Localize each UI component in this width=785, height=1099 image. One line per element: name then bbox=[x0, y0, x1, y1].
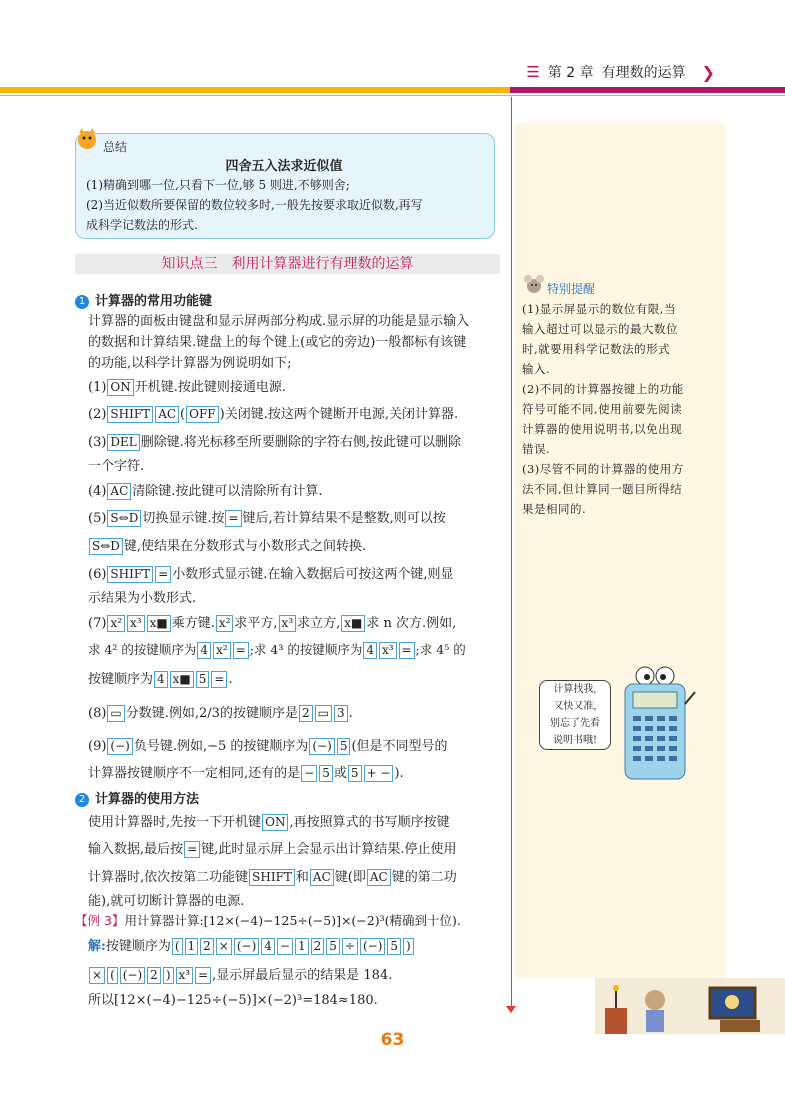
bubble-line-3: 别忘了先看 bbox=[550, 718, 600, 729]
tip-line-1: (1)显示屏显示的数位有限,当 bbox=[522, 302, 676, 316]
item-index: (5) bbox=[88, 511, 107, 526]
key-equals: = bbox=[211, 671, 227, 688]
part1-intro-3: 的功能,以科学计算器为例说明如下; bbox=[88, 356, 292, 371]
key-equals: = bbox=[155, 566, 171, 583]
key-ac: AC bbox=[155, 406, 179, 423]
key-4: 4 bbox=[363, 642, 377, 659]
key-square: x² bbox=[107, 615, 125, 632]
sequence-key: (−) bbox=[120, 967, 145, 984]
item-index: (8) bbox=[88, 706, 107, 721]
sidebar-panel bbox=[515, 123, 725, 978]
list-icon: ☰ bbox=[526, 63, 540, 81]
example-label: 【例 3】 bbox=[75, 913, 125, 928]
item-8 bbox=[88, 702, 498, 722]
header-bar-yellow bbox=[0, 87, 510, 93]
part2-title: 计算器的使用方法 bbox=[95, 792, 200, 807]
key-off: OFF bbox=[186, 406, 219, 423]
chapter-header bbox=[526, 62, 715, 82]
item-text: ;求 4³ 的按键顺序为 bbox=[249, 642, 363, 657]
item-text: 求平方, bbox=[234, 616, 278, 631]
item-text: 按键顺序为 bbox=[105, 939, 171, 954]
item-text: 分数键.例如, bbox=[125, 706, 200, 721]
item-text: 按键顺序为 bbox=[88, 672, 154, 687]
sequence-key: × bbox=[216, 938, 232, 955]
tip-line-10: 法不同,但计算同一题目所得结 bbox=[522, 482, 683, 496]
item-text: . bbox=[348, 706, 353, 721]
key-5: 5 bbox=[348, 765, 362, 782]
item-index: (1) bbox=[88, 380, 107, 395]
sequence-key: = bbox=[195, 967, 211, 984]
chevron-right-icon[interactable]: ❯ bbox=[701, 62, 715, 82]
sequence-key: ( bbox=[107, 967, 118, 984]
sequence-key: 5 bbox=[387, 938, 401, 955]
item-index: (7) bbox=[88, 616, 107, 631]
part1-number: 1 bbox=[75, 295, 89, 309]
chapter-number: 第 2 章 bbox=[547, 65, 594, 81]
item-9-cont bbox=[88, 762, 498, 782]
sequence-key: 1 bbox=[295, 938, 309, 955]
item-1 bbox=[88, 376, 498, 396]
item-6 bbox=[88, 563, 498, 583]
sequence-key: ÷ bbox=[342, 938, 358, 955]
sequence-key: ( bbox=[172, 938, 183, 955]
item-3-cont: 一个字符. bbox=[88, 459, 145, 474]
example-text: 用计算器计算:[12×(−4)−125÷(−5)]×(−2)³(精确到十位). bbox=[124, 913, 461, 928]
key-on: ON bbox=[262, 814, 288, 831]
tip-line-8: 错误. bbox=[522, 442, 551, 456]
item-text: 计算器时,依次按第二功能键 bbox=[88, 870, 249, 885]
item-text: 键后,若计算结果不是整数,则可以按 bbox=[242, 511, 446, 526]
part1-heading bbox=[75, 290, 212, 309]
item-index: (9) bbox=[88, 739, 107, 754]
item-text: 键,此时显示屏上会显示出计算结果.停止使用 bbox=[201, 842, 457, 857]
bubble-line-4: 说明书哦! bbox=[552, 735, 598, 746]
key-4: 4 bbox=[197, 642, 211, 659]
fraction-two-thirds: 2/3 bbox=[199, 706, 220, 721]
tip-line-11: 果是相同的. bbox=[522, 502, 587, 516]
item-text: 键(即 bbox=[334, 870, 366, 885]
chapter-title: 有理数的运算 bbox=[601, 65, 686, 81]
item-6-cont: 示结果为小数形式. bbox=[88, 591, 197, 606]
bubble-line-1: 计算找我, bbox=[553, 684, 597, 695]
key-power: x■ bbox=[147, 615, 171, 632]
item-text: (但是不同型号的 bbox=[351, 739, 448, 754]
tip-line-4: 输入. bbox=[522, 362, 551, 376]
item-text: 键的第二功 bbox=[391, 870, 457, 885]
item-text: 切换显示键.按 bbox=[142, 511, 225, 526]
solution-label: 解: bbox=[88, 939, 106, 954]
item-text: 开机键.按此键则接通电源. bbox=[134, 380, 287, 395]
item-text: ). bbox=[394, 766, 404, 781]
part2-line-3 bbox=[88, 866, 498, 886]
item-text: 删除键.将光标移至所要删除的字符右侧,按此键可以删除 bbox=[140, 435, 462, 450]
key-negative: (−) bbox=[107, 738, 132, 755]
item-2 bbox=[88, 403, 498, 423]
key-cube: x³ bbox=[379, 642, 397, 659]
key-shift: SHIFT bbox=[107, 566, 153, 583]
item-text: 清除键.按此键可以清除所有计算. bbox=[132, 484, 323, 499]
key-square: x² bbox=[213, 642, 231, 659]
key-sd: S⇔D bbox=[89, 538, 123, 555]
sequence-key: 2 bbox=[200, 938, 214, 955]
part2-line-2 bbox=[88, 838, 498, 858]
summary-line-1: (1)精确到哪一位,只看下一位,够 5 则进,不够则舍; bbox=[86, 178, 350, 192]
tip-line-5: (2)不同的计算器按键上的功能 bbox=[522, 382, 684, 396]
item-text: 小数形式显示键.在输入数据后可按这两个键,则显 bbox=[172, 567, 454, 582]
key-power: x■ bbox=[341, 615, 365, 632]
key-square: x² bbox=[216, 615, 234, 632]
item-text: 或 bbox=[333, 766, 347, 781]
arrow-down-icon bbox=[506, 1006, 516, 1013]
summary-line-2: (2)当近似数所要保留的数位较多时,一般先按要求取近似数,再写 bbox=[86, 198, 423, 212]
item-text: ;求 4⁵ 的 bbox=[415, 642, 466, 657]
part1-intro-1: 计算器的面板由键盘和显示屏两部分构成.显示屏的功能是显示输入 bbox=[88, 314, 470, 329]
key-cube: x³ bbox=[127, 615, 145, 632]
tip-title: 特别提醒 bbox=[547, 282, 596, 296]
tip-line-3: 时,就要用科学记数法的形式 bbox=[522, 342, 671, 356]
part1-intro-2: 的数据和计算结果.键盘上的每个键上(或它的旁边)一般都标有该键 bbox=[88, 335, 467, 350]
item-text: . bbox=[228, 672, 233, 687]
key-5: 5 bbox=[196, 671, 210, 688]
key-sequence-1 bbox=[171, 939, 415, 954]
sidebar-divider bbox=[511, 97, 512, 1012]
part1-title: 计算器的常用功能键 bbox=[95, 294, 213, 309]
section-title: 知识点三 利用计算器进行有理数的运算 bbox=[75, 254, 500, 274]
key-plus-minus: + − bbox=[364, 765, 394, 782]
key-shift: SHIFT bbox=[107, 406, 153, 423]
item-text: 和 bbox=[295, 870, 309, 885]
sequence-key: 4 bbox=[261, 938, 275, 955]
key-ac: AC bbox=[107, 483, 131, 500]
item-text: 求 n 次方.例如, bbox=[366, 616, 457, 631]
sequence-key: 2 bbox=[311, 938, 325, 955]
part2-line-4: 能),就可切断计算器的电源. bbox=[88, 894, 245, 909]
mouse-mascot-icon bbox=[523, 273, 545, 295]
item-text: 的按键顺序是 bbox=[219, 706, 298, 721]
fox-mascot-icon bbox=[73, 127, 101, 151]
part2-number: 2 bbox=[75, 793, 89, 807]
sequence-key: (−) bbox=[234, 938, 259, 955]
key-sequence-2 bbox=[88, 968, 212, 983]
item-text: ,再按照算式的书写顺序按键 bbox=[289, 815, 450, 830]
key-power: x■ bbox=[170, 671, 194, 688]
speech-bubble bbox=[539, 680, 611, 750]
key-fraction: ▭ bbox=[107, 705, 124, 722]
item-9 bbox=[88, 735, 498, 755]
sequence-key: ) bbox=[163, 967, 174, 984]
sequence-key: ) bbox=[403, 938, 414, 955]
item-index: (2) bbox=[88, 407, 107, 422]
example-solution-1 bbox=[88, 935, 498, 955]
sequence-key: x³ bbox=[176, 967, 194, 984]
example-solution-2 bbox=[88, 964, 498, 984]
tip-line-9: (3)尽管不同的计算器的使用方 bbox=[522, 462, 684, 476]
item-text: ( bbox=[180, 407, 186, 422]
example-question bbox=[75, 911, 485, 929]
key-shift: SHIFT bbox=[249, 869, 295, 886]
item-text: 求立方, bbox=[297, 616, 341, 631]
key-5: 5 bbox=[319, 765, 333, 782]
key-2: 2 bbox=[299, 705, 313, 722]
header-rule bbox=[0, 95, 785, 96]
sequence-key: × bbox=[89, 967, 105, 984]
page-number: 63 bbox=[380, 1030, 405, 1050]
item-7-cont-2 bbox=[88, 668, 498, 688]
header-bar-magenta bbox=[510, 87, 785, 93]
key-sd: S⇔D bbox=[107, 510, 141, 527]
item-index: (3) bbox=[88, 435, 107, 450]
tip-line-7: 计算器的使用说明书,以免出现 bbox=[522, 422, 683, 436]
key-on: ON bbox=[107, 379, 133, 396]
cartoon-illustration bbox=[580, 978, 785, 1034]
key-del: DEL bbox=[107, 434, 139, 451]
key-equals: = bbox=[184, 841, 200, 858]
item-text: 求 4² 的按键顺序为 bbox=[88, 642, 197, 657]
item-text: 输入数据,最后按 bbox=[88, 842, 184, 857]
item-text: ,显示屏最后显示的结果是 184. bbox=[212, 968, 393, 983]
part2-line-1 bbox=[88, 811, 498, 831]
item-text: )关闭键.按这两个键断开电源,关闭计算器. bbox=[219, 407, 459, 422]
key-negative: (−) bbox=[309, 738, 334, 755]
key-ac: AC bbox=[367, 869, 391, 886]
summary-heading: 四舍五入法求近似值 bbox=[225, 159, 343, 174]
sequence-key: − bbox=[277, 938, 293, 955]
item-text: 键,使结果在分数形式与小数形式之间转换. bbox=[123, 539, 367, 554]
item-5-cont bbox=[88, 535, 498, 555]
item-5 bbox=[88, 507, 498, 527]
item-text: 负号键.例如,−5 的按键顺序为 bbox=[133, 739, 309, 754]
bubble-line-2: 又快又准, bbox=[553, 701, 597, 712]
tip-line-2: 输入超过可以显示的最大数位 bbox=[522, 322, 678, 336]
key-cube: x³ bbox=[279, 615, 297, 632]
sequence-key: 5 bbox=[326, 938, 340, 955]
item-7-cont bbox=[88, 640, 498, 659]
calculator-mascot-icon bbox=[615, 664, 700, 784]
item-text: 使用计算器时,先按一下开机键 bbox=[88, 815, 262, 830]
key-ac: AC bbox=[310, 869, 334, 886]
sequence-key: (−) bbox=[360, 938, 385, 955]
item-text: 乘方键. bbox=[171, 616, 215, 631]
key-5: 5 bbox=[337, 738, 351, 755]
tip-line-6: 符号可能不同,使用前要先阅读 bbox=[522, 402, 683, 416]
sequence-key: 2 bbox=[147, 967, 161, 984]
item-7 bbox=[88, 612, 498, 632]
example-conclusion: 所以[12×(−4)−125÷(−5)]×(−2)³=184≈180. bbox=[88, 993, 378, 1008]
item-index: (4) bbox=[88, 484, 107, 499]
key-fraction: ▭ bbox=[315, 705, 332, 722]
key-4: 4 bbox=[154, 671, 168, 688]
sequence-key: 1 bbox=[185, 938, 199, 955]
key-3: 3 bbox=[334, 705, 348, 722]
summary-line-3: 成科学记数法的形式. bbox=[86, 218, 198, 232]
key-equals: = bbox=[233, 642, 249, 659]
key-equals: = bbox=[399, 642, 415, 659]
key-equals: = bbox=[225, 510, 241, 527]
item-index: (6) bbox=[88, 567, 107, 582]
item-3 bbox=[88, 431, 498, 451]
key-minus: − bbox=[301, 765, 317, 782]
summary-label: 总结 bbox=[103, 140, 128, 154]
item-text: 计算器按键顺序不一定相同,还有的是 bbox=[88, 766, 301, 781]
part2-heading bbox=[75, 788, 199, 807]
item-4 bbox=[88, 480, 498, 500]
